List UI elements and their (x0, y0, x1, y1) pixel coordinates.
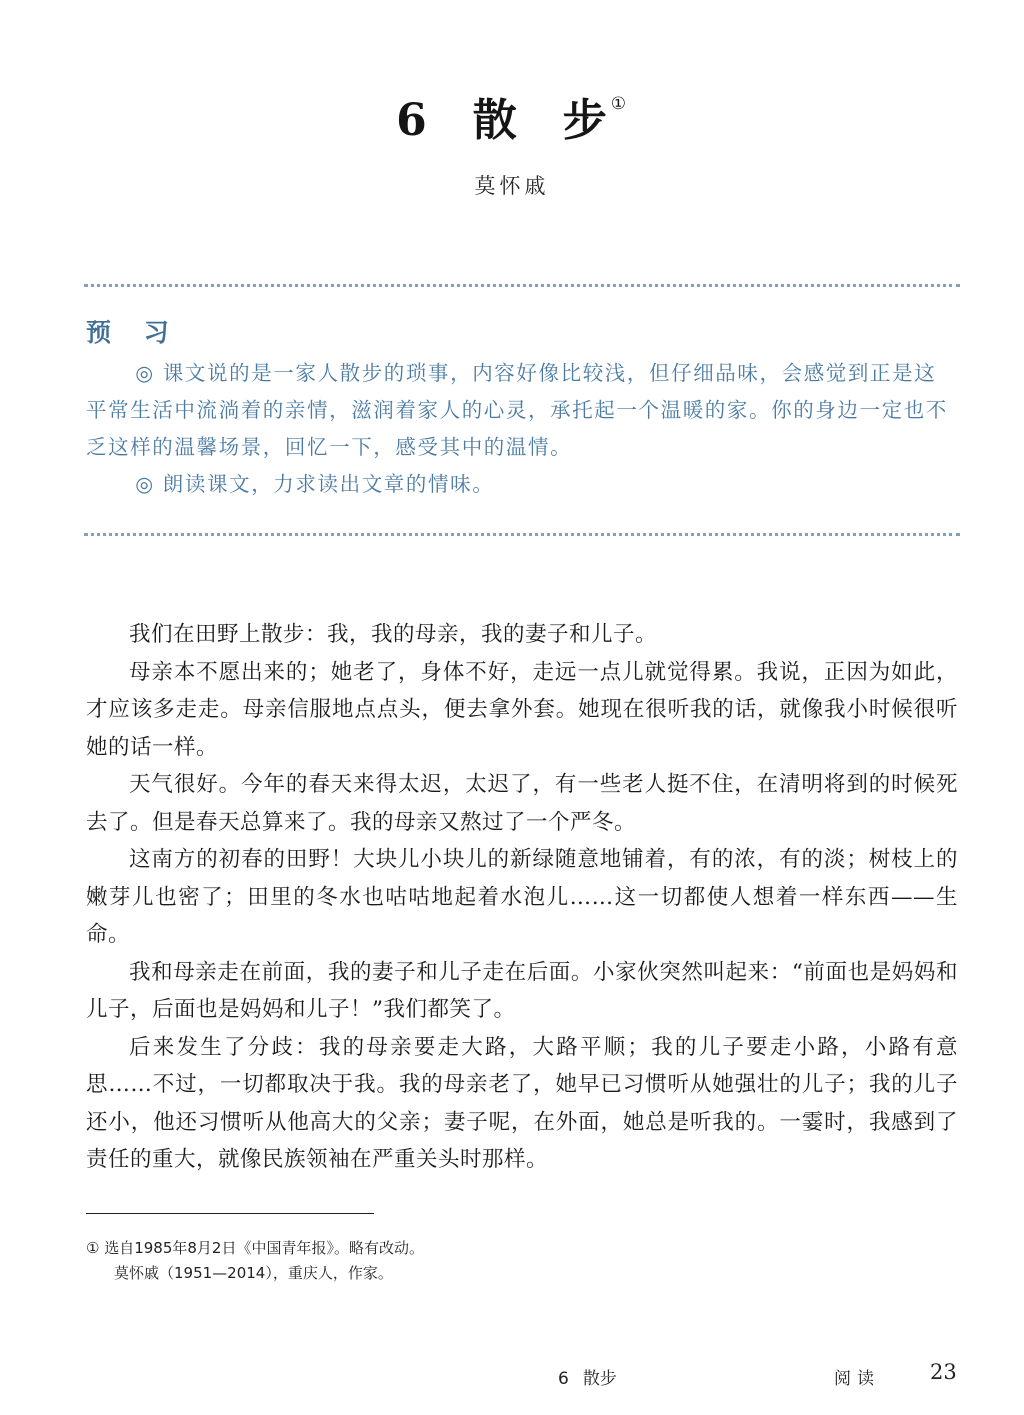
preview-top-divider (84, 284, 960, 287)
author-name: 莫怀戚 (474, 174, 550, 198)
page-number: 23 (930, 1360, 957, 1384)
footnote (86, 1236, 686, 1286)
footer-chapter (558, 1364, 617, 1389)
preview-item-1: ◎ 课文说的是一家人散步的琐事，内容好像比较浅，但仔细品味，会感觉到正是这平常生活中流淌着的亲情，滋润着家人的心灵，承托起一个温暖的家。你的身边一定也不乏这样的温馨场景，回忆一下，感受其中的温情。 (86, 361, 948, 459)
footer-chapter-number: 6 (558, 1369, 569, 1389)
footnote-author-bio: 莫怀戚（1951—2014），重庆人，作家。 (114, 1264, 393, 1282)
lesson-title-char-1: 散 (472, 95, 519, 146)
preview-bottom-divider (84, 533, 960, 536)
paragraph: 我和母亲走在前面，我的妻子和儿子走在后面。小家伙突然叫起来：“前面也是妈妈和儿子，后面也是妈妈和儿子！”我们都笑了。 (86, 959, 958, 1022)
footer-section-label: 阅读 (834, 1369, 880, 1389)
paragraph: 天气很好。今年的春天来得太迟，太迟了，有一些老人挺不住，在清明将到的时候死去了。但是春天总算来了。我的母亲又熬过了一个严冬。 (86, 772, 958, 835)
paragraph: 我们在田野上散步：我，我的母亲，我的妻子和儿子。 (129, 622, 658, 647)
footnote-source: ① 选自1985年8月2日《中国青年报》。略有改动。 (86, 1239, 424, 1257)
footnote-marker[interactable]: ① (610, 94, 628, 114)
preview-heading: 预 习 (86, 318, 181, 347)
paragraph: 母亲本不愿出来的；她老了，身体不好，走远一点儿就觉得累。我说，正因为如此，才应该多走走。母亲信服地点点头，便去拿外套。她现在很听我的话，就像我小时候很听她的话一样。 (86, 659, 958, 760)
paragraph: 这南方的初春的田野！大块儿小块儿的新绿随意地铺着，有的浓，有的淡；树枝上的嫩芽儿也密了；田里的冬水也咕咕地起着水泡儿……这一切都使人想着一样东西——生命。 (86, 847, 958, 947)
lesson-body (86, 616, 958, 1179)
lesson-number: 6 (396, 95, 429, 146)
preview-item-2: ◎ 朗读课文，力求读出文章的情味。 (135, 472, 495, 496)
footer-chapter-title: 散步 (582, 1369, 617, 1389)
lesson-title-char-2: 步 (562, 95, 609, 146)
lesson-title (0, 84, 1024, 148)
paragraph: 后来发生了分歧：我的母亲要走大路，大路平顺；我的儿子要走小路，小路有意思……不过，一切都取决于我。我的母亲老了，她早已习惯听从她强壮的儿子；我的儿子还小，他还习惯听从他高大的父亲；妻子呢，在外面，她总是听我的。一霎时，我感到了责任的重大，就像民族领袖在严重关头时那样。 (86, 1034, 958, 1172)
footnote-divider (86, 1213, 374, 1214)
